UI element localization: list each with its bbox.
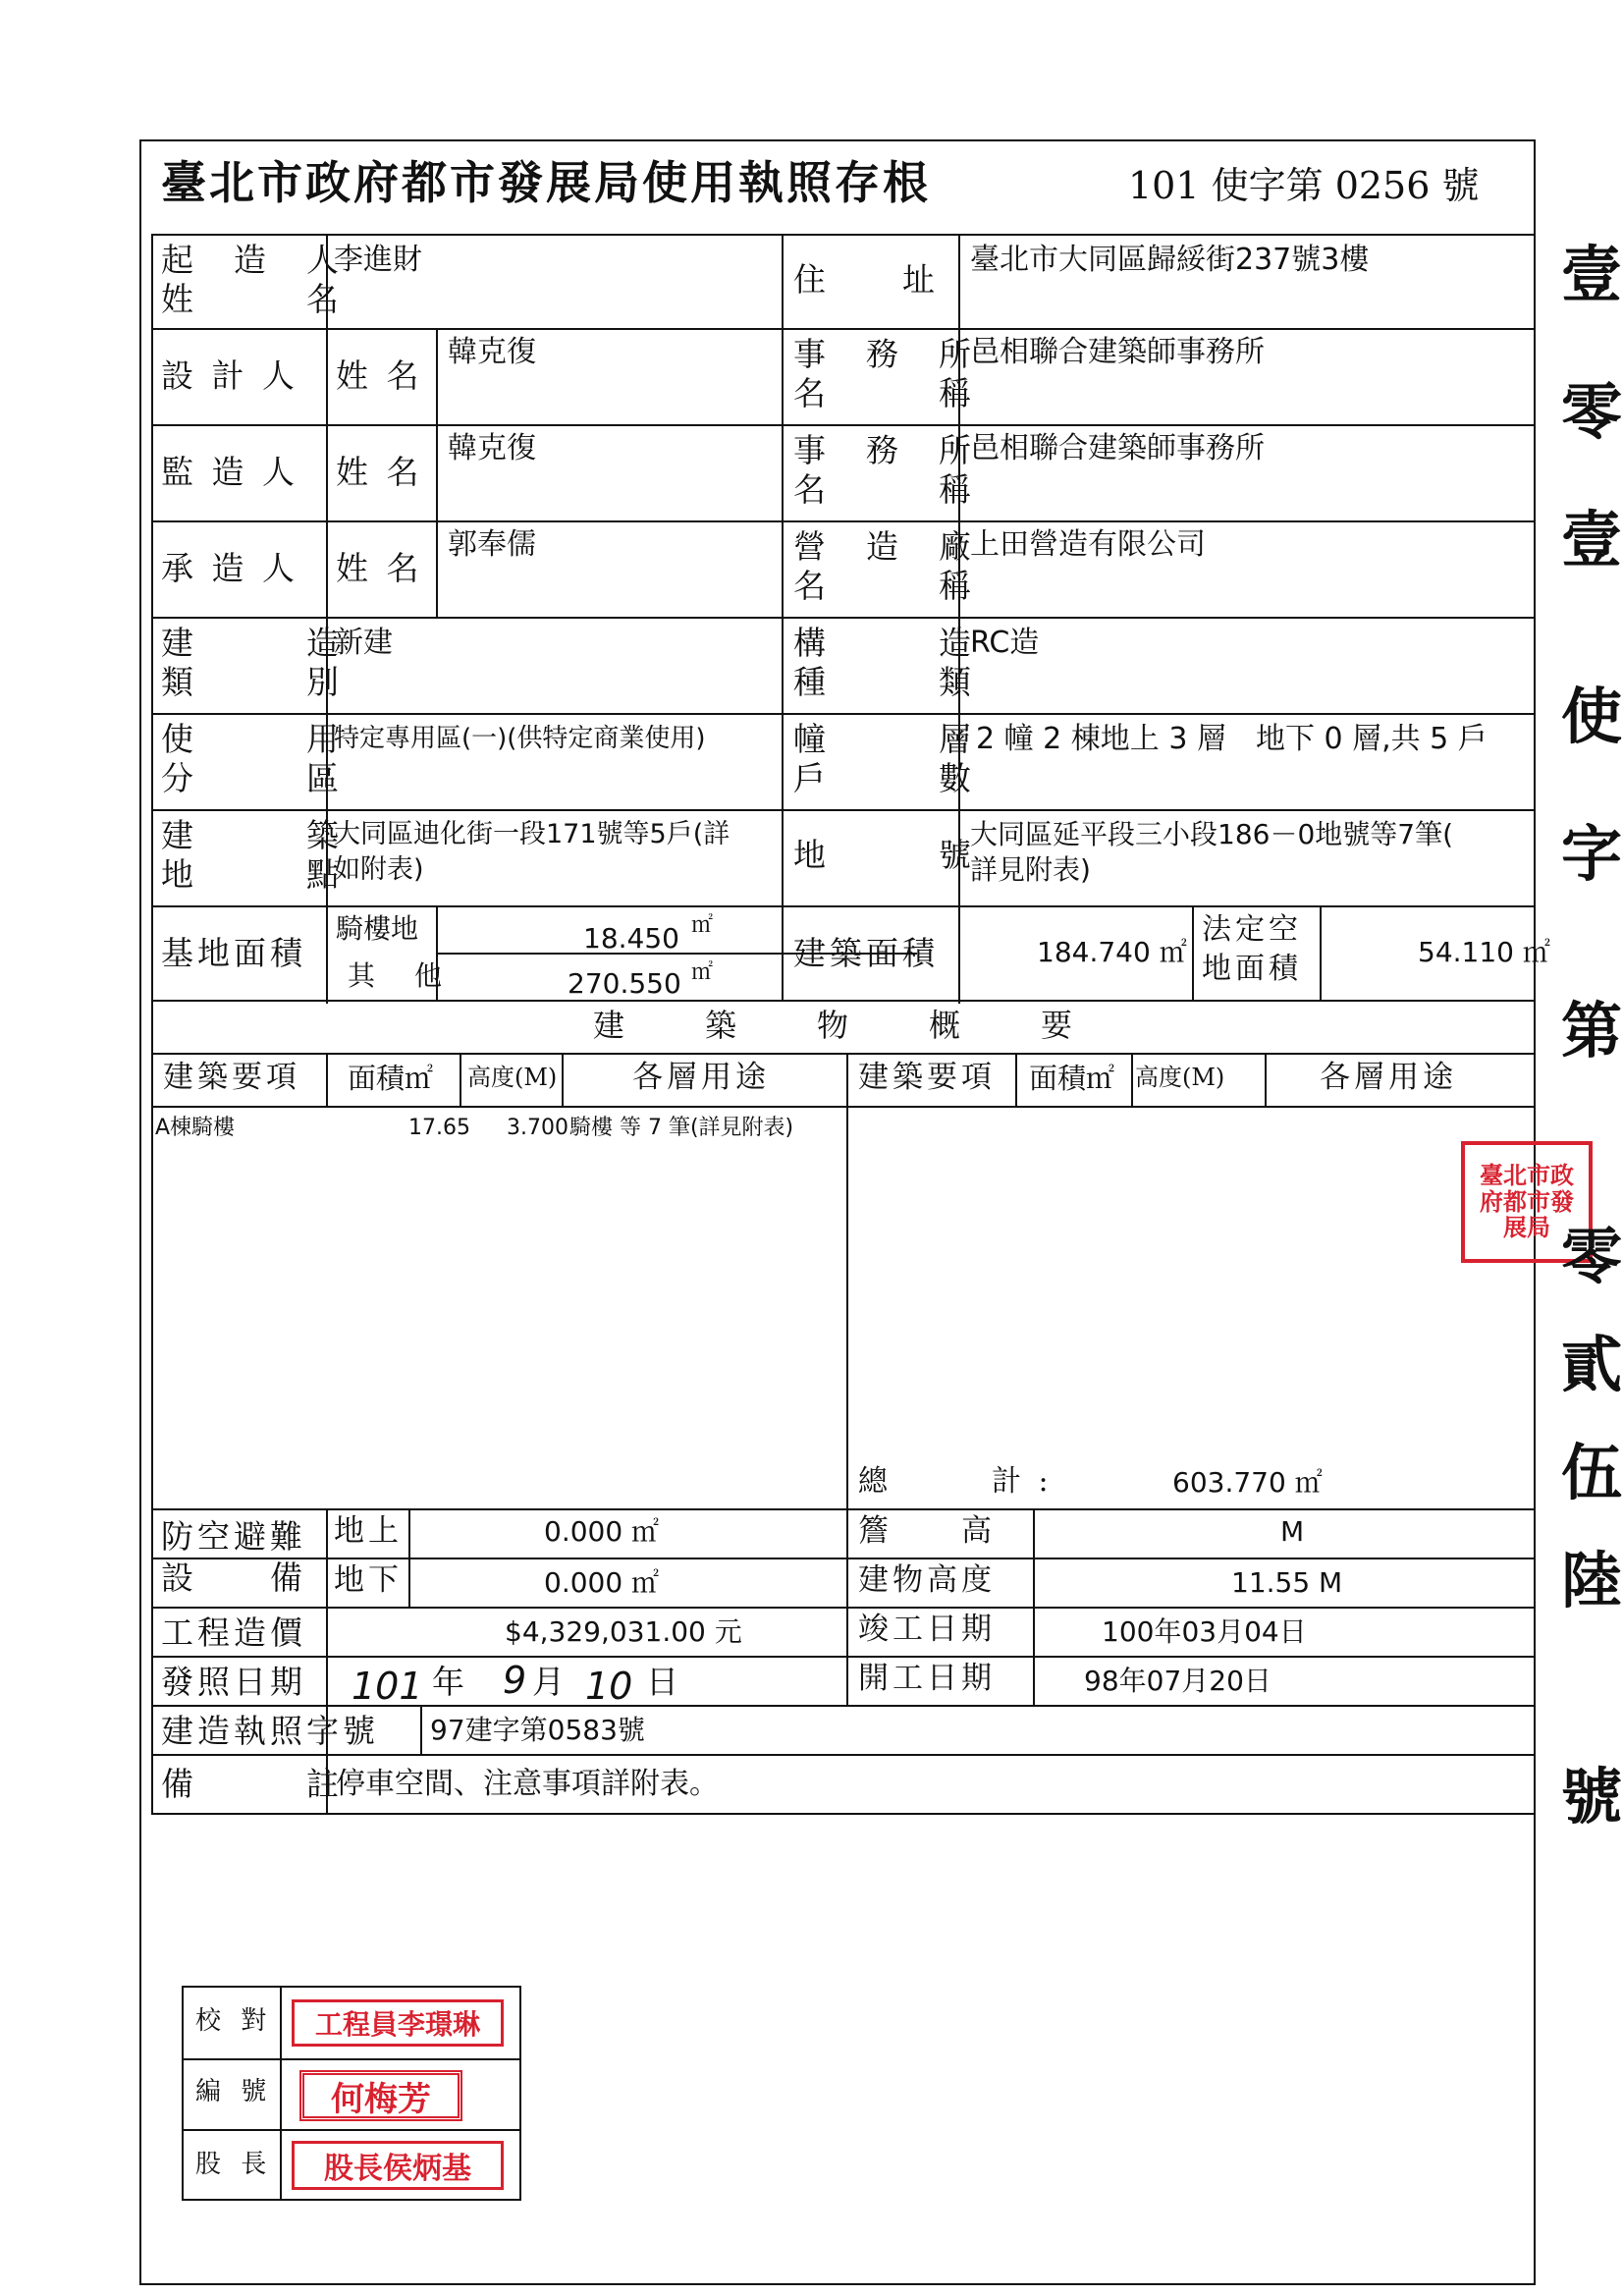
side-char: 字 — [1561, 818, 1623, 890]
above-label: 地上 — [334, 1513, 403, 1549]
side-char: 陸 — [1561, 1545, 1623, 1616]
contractor-office-label: 名 稱 — [793, 567, 975, 605]
proofread-stamp: 工程員李璟琳 — [292, 1999, 504, 2047]
overview-row-usage: 騎樓 等 7 筆(詳見附表) — [569, 1116, 794, 1140]
designer-office-label: 名 稱 — [793, 374, 975, 412]
rule — [326, 1053, 328, 1106]
section-chief-label: 股 長 — [195, 2150, 273, 2179]
contractor-name-label: 姓 名 — [336, 549, 423, 587]
signoff-table — [182, 1986, 521, 2201]
rule — [436, 328, 438, 617]
contractor-role: 承 造 人 — [161, 549, 298, 587]
lot-value: 大同區延平段三小段186－0地號等7筆( — [970, 818, 1453, 850]
building-area: 184.740 ㎡ — [1037, 936, 1187, 968]
col-usage: 各層用途 — [1320, 1060, 1457, 1095]
rule — [151, 1558, 1536, 1559]
rule — [151, 1656, 1536, 1658]
rule — [151, 520, 1536, 522]
open-space-label: 地面積 — [1202, 952, 1302, 986]
contractor-name: 郭奉儒 — [448, 527, 536, 562]
location-label: 建 築 — [161, 816, 343, 854]
rule — [782, 905, 784, 1000]
col-area: 面積㎡ — [348, 1062, 434, 1095]
height-value: 11.55 M — [1231, 1566, 1343, 1599]
overview-row-item: A棟騎樓 — [155, 1116, 236, 1140]
side-char: 使 — [1561, 681, 1623, 752]
col-item: 建築要項 — [163, 1060, 300, 1095]
supervisor-name: 韓克復 — [448, 431, 536, 465]
side-char: 伍 — [1561, 1437, 1623, 1508]
issue-day: 10 — [585, 1665, 633, 1708]
units-label: 戶 數 — [793, 759, 975, 797]
proofread-label: 校 對 — [195, 2006, 273, 2036]
open-space-label: 法定空 — [1202, 912, 1302, 947]
start-date: 98年07月20日 — [1084, 1665, 1271, 1697]
rule — [1192, 905, 1194, 1000]
applicant-address: 臺北市大同區歸綏街237號3樓 — [970, 243, 1370, 277]
arcade-label: 騎樓地 — [336, 912, 419, 945]
issue-month: 9 — [503, 1659, 527, 1702]
unit-symbol: ㎡ — [691, 960, 714, 985]
structure-label: 構 造 — [793, 624, 975, 662]
rule — [151, 809, 1536, 811]
rule — [151, 1754, 1536, 1756]
zoning-label: 使 用 — [161, 720, 343, 758]
issue-month-unit: 月 — [532, 1663, 568, 1701]
other-area: 270.550 — [568, 967, 681, 1000]
cost-label: 工程造價 — [161, 1613, 306, 1652]
shelter-label: 防空避難 — [161, 1517, 306, 1556]
construction-type-label: 建 造 — [161, 624, 343, 662]
lot-value: 詳見附表) — [970, 853, 1091, 886]
rule — [151, 1607, 1536, 1609]
supervisor-office-label: 名 稱 — [793, 470, 975, 509]
rule — [1033, 1508, 1035, 1705]
rule — [184, 2129, 519, 2131]
designer-name: 韓克復 — [448, 335, 536, 369]
remarks-value: 停車空間、注意事項詳附表。 — [336, 1767, 719, 1801]
overview-row-height: 3.700 — [507, 1116, 568, 1140]
overview-heading: 建 築 物 概 要 — [593, 1007, 1079, 1044]
rule — [151, 1053, 1536, 1055]
number-stamp: 何梅芳 — [299, 2070, 462, 2121]
rule — [151, 1000, 1536, 1002]
official-seal: 臺北市政府都市發展局 — [1461, 1141, 1593, 1263]
total-area: 603.770 ㎡ — [1172, 1466, 1323, 1499]
col-area: 面積㎡ — [1029, 1062, 1115, 1095]
rule — [151, 1106, 1536, 1108]
rule — [1265, 1053, 1267, 1106]
above-value: 0.000 ㎡ — [544, 1515, 660, 1548]
rule — [1131, 1053, 1133, 1106]
page-title: 臺北市政府都市發展局使用執照存根 — [161, 156, 931, 209]
col-height: 高度(M) — [1135, 1064, 1225, 1091]
side-char: 貳 — [1561, 1329, 1623, 1400]
rule — [151, 234, 153, 1813]
lot-label: 地 號 — [793, 836, 975, 874]
eave-value: M — [1280, 1515, 1305, 1548]
side-char: 第 — [1561, 995, 1623, 1066]
construction-type: 新建 — [334, 626, 393, 660]
rule — [151, 1813, 1536, 1815]
rule — [280, 1988, 282, 2199]
contractor-office-label: 營 造 廠 — [793, 527, 975, 566]
remarks-label: 備 註 — [161, 1765, 343, 1803]
building-permit-value: 97建字第0583號 — [430, 1714, 645, 1746]
side-char: 零 — [1561, 1221, 1623, 1292]
construction-type-label: 類 別 — [161, 663, 343, 701]
rule — [151, 905, 1536, 907]
arcade-area: 18.450 — [583, 922, 679, 955]
applicant-label: 起 造 人 — [161, 241, 343, 279]
rule — [420, 1705, 422, 1754]
shelter-label: 設 備 — [161, 1558, 306, 1597]
designer-office-label: 事 務 所 — [793, 335, 975, 373]
issue-day-unit: 日 — [646, 1663, 682, 1701]
issue-year-unit: 年 — [432, 1663, 468, 1701]
zoning-label: 分 區 — [161, 759, 343, 797]
supervisor-office: 邑相聯合建築師事務所 — [970, 431, 1265, 465]
rule — [151, 424, 1536, 426]
number-label: 編 號 — [195, 2077, 273, 2106]
address-label: 住 址 — [793, 260, 939, 299]
rule — [151, 617, 1536, 619]
units-value: 2 幢 2 棟地上 3 層 地下 0 層,共 5 戶 — [976, 722, 1488, 756]
supervisor-name-label: 姓 名 — [336, 453, 423, 491]
building-permit-label: 建造執照字號 — [161, 1712, 379, 1750]
rule — [846, 1508, 848, 1705]
unit-symbol: ㎡ — [691, 913, 714, 938]
applicant-name: 李進財 — [334, 243, 422, 277]
issue-date-label: 發照日期 — [161, 1663, 306, 1701]
designer-office: 邑相聯合建築師事務所 — [970, 335, 1265, 369]
building-area-label: 建築面積 — [793, 934, 939, 972]
below-label: 地下 — [334, 1562, 403, 1598]
rule — [460, 1053, 461, 1106]
zoning-value: 特定專用區(一)(供特定商業使用) — [334, 724, 706, 753]
rule — [782, 234, 784, 907]
start-date-label: 開工日期 — [858, 1661, 996, 1696]
site-area-label: 基地面積 — [161, 934, 306, 972]
structure-type: RC造 — [970, 626, 1040, 660]
applicant-label: 姓 名 — [161, 280, 343, 318]
rule — [151, 713, 1536, 715]
designer-name-label: 姓 名 — [336, 356, 423, 395]
open-space-area: 54.110 ㎡ — [1418, 936, 1550, 968]
side-char: 零 — [1561, 376, 1623, 448]
completion-date: 100年03月04日 — [1102, 1615, 1307, 1648]
side-char: 壹 — [1561, 239, 1623, 310]
below-value: 0.000 ㎡ — [544, 1566, 660, 1599]
col-item: 建築要項 — [858, 1060, 996, 1095]
col-usage: 各層用途 — [632, 1060, 770, 1095]
col-height: 高度(M) — [467, 1064, 558, 1091]
height-label: 建物高度 — [858, 1562, 996, 1598]
supervisor-office-label: 事 務 所 — [793, 431, 975, 469]
structure-label: 種 類 — [793, 663, 975, 701]
section-chief-stamp: 股長侯炳基 — [292, 2141, 504, 2190]
cost-value: $4,329,031.00 元 — [505, 1615, 742, 1648]
rule — [562, 1053, 564, 1106]
rule — [151, 328, 1536, 330]
rule — [1015, 1053, 1017, 1106]
issue-year: 101 — [352, 1665, 423, 1708]
location-value: 大同區迪化街一段171號等5戶(詳 — [334, 819, 730, 849]
permit-form — [139, 139, 1550, 2285]
location-value: 如附表) — [334, 854, 424, 885]
total-label: 總 計 : — [858, 1464, 1053, 1499]
units-label: 幢 層 — [793, 720, 975, 758]
eave-label: 簷 高 — [858, 1513, 996, 1549]
other-label: 其 他 — [348, 959, 449, 992]
side-char: 壹 — [1561, 504, 1623, 575]
rule — [408, 1508, 410, 1607]
rule — [846, 1053, 848, 1508]
overview-row-area: 17.65 — [408, 1116, 470, 1140]
rule — [184, 2058, 519, 2060]
completion-label: 竣工日期 — [858, 1612, 996, 1647]
permit-number: 101 使字第 0256 號 — [1128, 164, 1480, 207]
rule — [151, 234, 1536, 236]
supervisor-role: 監 造 人 — [161, 453, 298, 491]
rule — [1320, 905, 1322, 1000]
contractor-office: 上田營造有限公司 — [970, 527, 1206, 562]
side-char: 號 — [1561, 1761, 1623, 1832]
rule — [151, 1508, 1536, 1510]
designer-role: 設 計 人 — [161, 356, 298, 395]
location-label: 地 點 — [161, 855, 343, 894]
